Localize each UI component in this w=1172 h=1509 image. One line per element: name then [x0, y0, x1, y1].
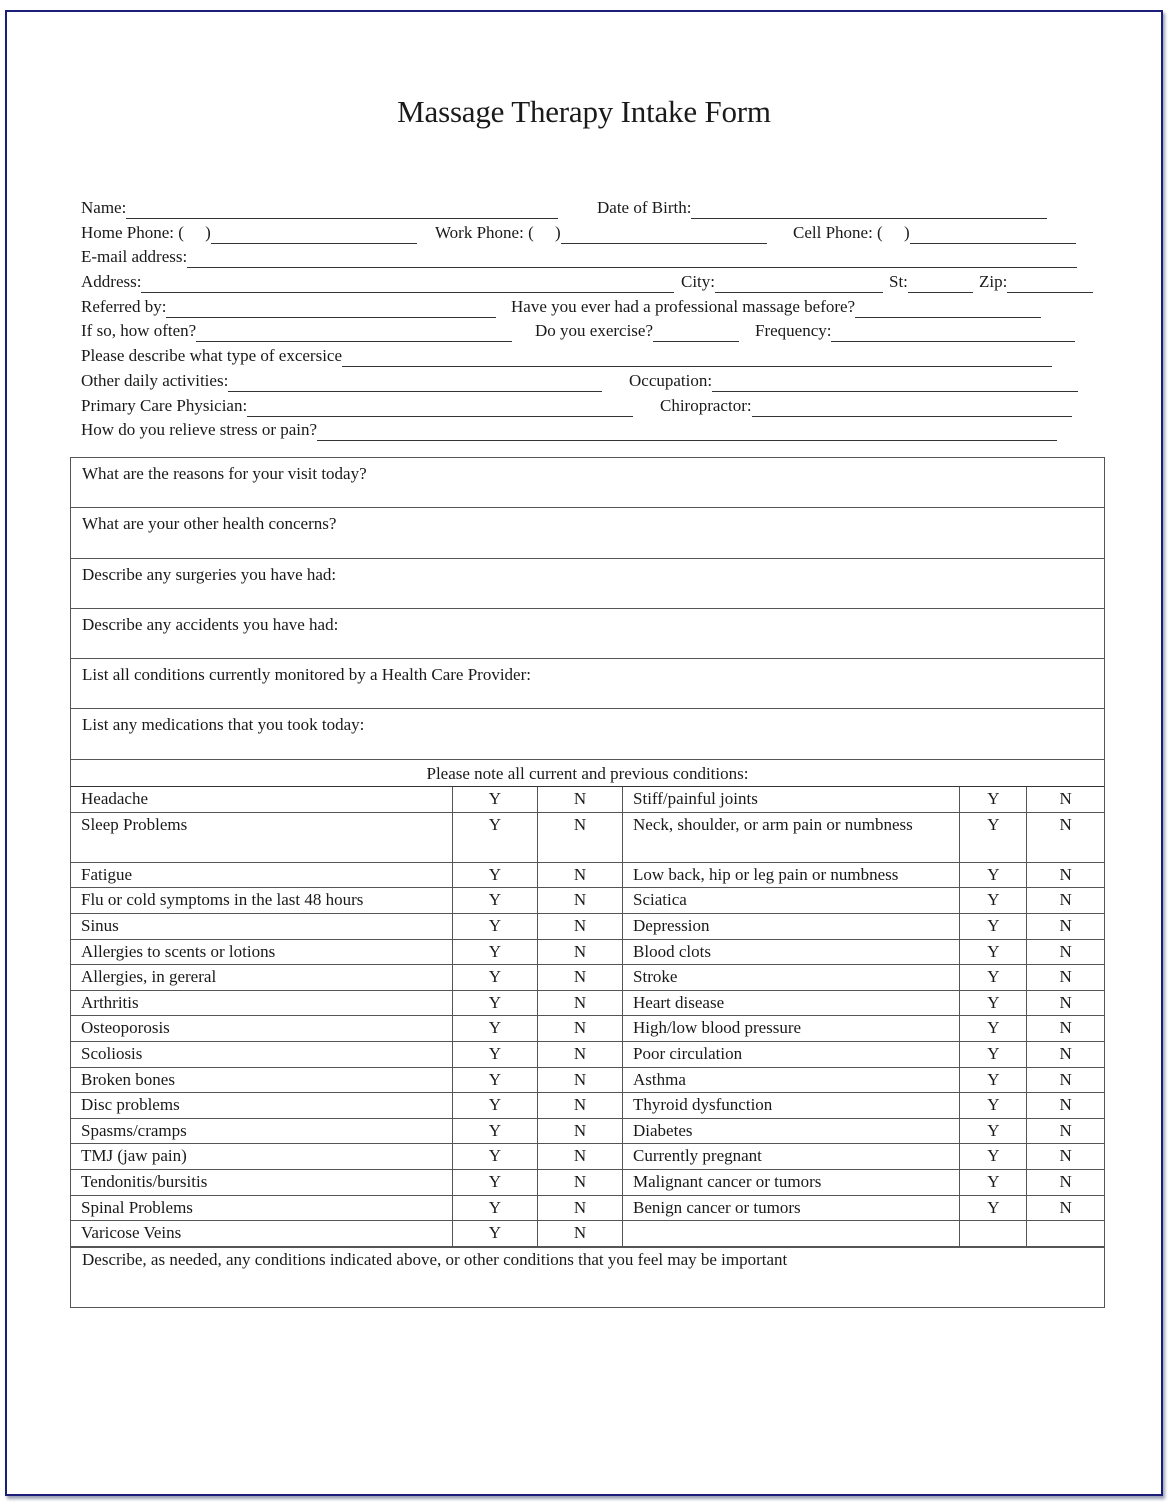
condition-label: Allergies, in gereral — [71, 965, 452, 991]
form-field — [979, 271, 1093, 293]
yes-option[interactable]: Y — [452, 1016, 537, 1042]
no-option[interactable]: N — [1027, 1042, 1104, 1068]
no-option[interactable]: N — [1027, 812, 1104, 862]
question-field[interactable] — [71, 659, 1104, 709]
yes-option[interactable]: Y — [960, 965, 1027, 991]
condition-label: Heart disease — [623, 990, 960, 1016]
no-option[interactable]: N — [1027, 990, 1104, 1016]
yes-option[interactable]: Y — [452, 1170, 537, 1196]
yes-option[interactable]: Y — [452, 1093, 537, 1119]
condition-label: Depression — [623, 914, 960, 940]
form-field — [435, 222, 767, 244]
question-label: List any medications that you took today: — [82, 715, 365, 735]
field-row — [81, 395, 1093, 420]
condition-label: Allergies to scents or lotions — [71, 939, 452, 965]
form-field — [511, 296, 1041, 318]
form-field — [681, 271, 883, 293]
question-field[interactable] — [71, 458, 1104, 508]
field-input-line[interactable] — [653, 324, 739, 342]
condition-label: High/low blood pressure — [623, 1016, 960, 1042]
no-option[interactable]: N — [1027, 1170, 1104, 1196]
question-label: Describe any surgeries you have had: — [82, 564, 337, 584]
yes-option[interactable]: Y — [452, 914, 537, 940]
yes-option[interactable]: Y — [452, 965, 537, 991]
yes-option[interactable]: Y — [960, 914, 1027, 940]
condition-row — [71, 1093, 1104, 1119]
field-label: Name: — [81, 198, 127, 217]
yes-option[interactable]: Y — [960, 1195, 1027, 1221]
field-label: Other daily activities: — [81, 370, 229, 390]
form-field — [81, 345, 1052, 367]
field-label: How do you relieve stress or pain? — [81, 420, 318, 440]
no-option[interactable]: N — [1027, 787, 1104, 813]
form-field — [755, 320, 1075, 342]
yes-option — [960, 1221, 1027, 1247]
field-input-line[interactable] — [1007, 275, 1093, 293]
condition-row — [71, 914, 1104, 940]
form-field — [597, 197, 1047, 219]
field-input-line[interactable] — [126, 201, 558, 219]
form-field — [889, 271, 973, 293]
health-history-box — [70, 457, 1105, 1308]
field-label: Home Phone: ( ) — [81, 222, 211, 242]
yes-option[interactable]: Y — [960, 888, 1027, 914]
condition-label: Thyroid dysfunction — [623, 1093, 960, 1119]
no-option[interactable]: N — [1027, 1195, 1104, 1221]
yes-option[interactable]: Y — [452, 990, 537, 1016]
no-option[interactable]: N — [537, 1093, 622, 1119]
condition-label: Disc problems — [71, 1093, 452, 1119]
condition-label: Stroke — [623, 965, 960, 991]
no-option[interactable]: N — [537, 1195, 622, 1221]
form-page — [5, 10, 1163, 1496]
field-input-line[interactable] — [141, 275, 674, 293]
condition-label: Varicose Veins — [71, 1221, 452, 1247]
condition-label: Spinal Problems — [71, 1195, 452, 1221]
no-option[interactable]: N — [1027, 1067, 1104, 1093]
question-label: Describe any accidents you have had: — [82, 614, 339, 634]
condition-label: Osteoporosis — [71, 1016, 452, 1042]
yes-option[interactable]: Y — [960, 1042, 1027, 1068]
no-option[interactable]: N — [537, 787, 622, 813]
condition-label: Malignant cancer or tumors — [623, 1170, 960, 1196]
no-option[interactable]: N — [537, 1221, 622, 1247]
field-label: Cell Phone: ( ) — [793, 222, 910, 242]
no-option[interactable]: N — [537, 1016, 622, 1042]
yes-option[interactable]: Y — [960, 1067, 1027, 1093]
yes-option[interactable]: Y — [960, 1016, 1027, 1042]
form-field — [81, 395, 633, 417]
condition-label: Fatigue — [71, 862, 452, 888]
condition-row — [71, 1067, 1104, 1093]
condition-label: Asthma — [623, 1067, 960, 1093]
condition-label: Sinus — [71, 914, 452, 940]
yes-option[interactable]: Y — [960, 1144, 1027, 1170]
field-input-line[interactable] — [855, 300, 1041, 318]
no-option[interactable]: N — [1027, 1118, 1104, 1144]
yes-option[interactable]: Y — [452, 888, 537, 914]
condition-row — [71, 1221, 1104, 1247]
field-label: E-mail address: — [81, 247, 188, 267]
field-label: Primary Care Physician: — [81, 395, 248, 415]
field-row — [81, 419, 1093, 444]
no-option[interactable]: N — [1027, 1093, 1104, 1119]
form-field — [660, 395, 1072, 417]
field-input-line[interactable] — [752, 399, 1072, 417]
no-option[interactable]: N — [1027, 1144, 1104, 1170]
condition-row — [71, 1118, 1104, 1144]
no-option[interactable]: N — [537, 862, 622, 888]
no-option[interactable]: N — [537, 888, 622, 914]
field-input-line[interactable] — [247, 399, 633, 417]
condition-row — [71, 965, 1104, 991]
yes-option[interactable]: Y — [452, 1144, 537, 1170]
condition-label: Broken bones — [71, 1067, 452, 1093]
question-field[interactable] — [71, 709, 1104, 759]
field-input-line[interactable] — [831, 324, 1075, 342]
field-label: St: — [889, 272, 908, 292]
no-option[interactable]: N — [537, 965, 622, 991]
yes-option[interactable]: Y — [452, 1118, 537, 1144]
no-option[interactable]: N — [537, 812, 622, 862]
field-row — [81, 197, 1093, 222]
condition-row — [71, 1144, 1104, 1170]
condition-label: Neck, shoulder, or arm pain or numbness — [623, 812, 960, 862]
field-input-line[interactable] — [691, 201, 1047, 219]
field-input-line[interactable] — [561, 226, 767, 244]
form-field — [629, 370, 1078, 392]
no-option[interactable]: N — [1027, 862, 1104, 888]
condition-label: Arthritis — [71, 990, 452, 1016]
form-field — [793, 222, 1076, 244]
form-field — [81, 370, 602, 392]
field-label: Referred by: — [81, 296, 167, 316]
yes-option[interactable]: Y — [960, 1118, 1027, 1144]
yes-option[interactable]: Y — [960, 862, 1027, 888]
field-label: Chiropractor: — [660, 395, 752, 415]
field-row — [81, 271, 1093, 296]
form-field — [81, 246, 1077, 268]
personal-info-fields — [81, 197, 1093, 444]
field-row — [81, 345, 1093, 370]
no-option[interactable]: N — [537, 1170, 622, 1196]
condition-label: Stiff/painful joints — [623, 787, 960, 813]
conditions-header: Please note all current and previous conditions: — [71, 760, 1104, 787]
yes-option[interactable]: Y — [960, 787, 1027, 813]
field-row — [81, 222, 1093, 247]
condition-label: Headache — [71, 787, 452, 813]
form-field — [81, 222, 417, 244]
field-row — [81, 246, 1093, 271]
page-title: Massage Therapy Intake Form — [397, 94, 771, 129]
form-field — [535, 320, 739, 342]
yes-option[interactable]: Y — [960, 990, 1027, 1016]
field-label: Work Phone: ( ) — [435, 222, 561, 242]
field-input-line[interactable] — [317, 423, 1057, 441]
field-input-line[interactable] — [712, 374, 1078, 392]
condition-label: Blood clots — [623, 939, 960, 965]
condition-label: Sciatica — [623, 888, 960, 914]
no-option[interactable]: N — [1027, 939, 1104, 965]
health-questions — [71, 458, 1104, 760]
condition-row — [71, 888, 1104, 914]
form-field — [81, 419, 1057, 441]
condition-label: Diabetes — [623, 1118, 960, 1144]
condition-row — [71, 1170, 1104, 1196]
describe-conditions-field[interactable] — [71, 1247, 1104, 1307]
field-input-line[interactable] — [342, 349, 1052, 367]
field-label: If so, how often? — [81, 321, 197, 341]
no-option[interactable]: N — [537, 1067, 622, 1093]
field-input-line[interactable] — [196, 324, 512, 342]
question-field[interactable] — [71, 559, 1104, 609]
condition-label: Spasms/cramps — [71, 1118, 452, 1144]
yes-option[interactable]: Y — [452, 1221, 537, 1247]
no-option[interactable]: N — [537, 939, 622, 965]
no-option[interactable]: N — [1027, 1016, 1104, 1042]
condition-label: Currently pregnant — [623, 1144, 960, 1170]
field-label: Do you exercise? — [535, 321, 654, 341]
field-row — [81, 370, 1093, 395]
yes-option[interactable]: Y — [960, 812, 1027, 862]
condition-label: Scoliosis — [71, 1042, 452, 1068]
condition-row — [71, 1042, 1104, 1068]
no-option[interactable]: N — [537, 914, 622, 940]
condition-row — [71, 812, 1104, 862]
condition-label: Tendonitis/bursitis — [71, 1170, 452, 1196]
yes-option[interactable]: Y — [452, 787, 537, 813]
condition-label — [623, 1221, 960, 1247]
yes-option[interactable]: Y — [452, 1042, 537, 1068]
field-input-line[interactable] — [187, 250, 1077, 268]
condition-row — [71, 787, 1104, 813]
question-field[interactable] — [71, 508, 1104, 558]
form-field — [81, 271, 674, 293]
field-label: Have you ever had a professional massage before? — [511, 296, 856, 316]
field-input-line[interactable] — [166, 300, 496, 318]
question-label: What are your other health concerns? — [82, 514, 337, 534]
field-input-line[interactable] — [908, 275, 973, 293]
yes-option[interactable]: Y — [452, 939, 537, 965]
condition-row — [71, 939, 1104, 965]
field-label: Zip: — [979, 272, 1008, 292]
condition-label: Sleep Problems — [71, 812, 452, 862]
describe-conditions-label: Describe, as needed, any conditions indicated above, or other conditions that you feel may be important — [82, 1249, 788, 1269]
yes-option[interactable]: Y — [452, 812, 537, 862]
field-label: City: — [681, 272, 716, 292]
no-option[interactable]: N — [1027, 888, 1104, 914]
no-option — [1027, 1221, 1104, 1247]
condition-row — [71, 1195, 1104, 1221]
field-input-line[interactable] — [211, 226, 417, 244]
field-label: Occupation: — [629, 370, 713, 390]
field-label: Date of Birth: — [597, 198, 692, 217]
no-option[interactable]: N — [537, 1144, 622, 1170]
yes-option[interactable]: Y — [960, 1093, 1027, 1119]
condition-row — [71, 990, 1104, 1016]
form-field — [81, 296, 496, 318]
yes-option[interactable]: Y — [452, 1067, 537, 1093]
condition-row — [71, 862, 1104, 888]
form-field — [81, 197, 558, 219]
yes-option[interactable]: Y — [452, 1195, 537, 1221]
condition-label: Flu or cold symptoms in the last 48 hours — [71, 888, 452, 914]
condition-label: TMJ (jaw pain) — [71, 1144, 452, 1170]
yes-option[interactable]: Y — [960, 1170, 1027, 1196]
no-option[interactable]: N — [1027, 965, 1104, 991]
field-row — [81, 296, 1093, 321]
question-label: List all conditions currently monitored by a Health Care Provider: — [82, 665, 531, 685]
field-row — [81, 320, 1093, 345]
yes-option[interactable]: Y — [960, 939, 1027, 965]
field-label: Frequency: — [755, 321, 832, 341]
field-input-line[interactable] — [715, 275, 883, 293]
conditions-table — [71, 787, 1104, 1247]
condition-label: Benign cancer or tumors — [623, 1195, 960, 1221]
question-label: What are the reasons for your visit today? — [82, 464, 367, 483]
yes-option[interactable]: Y — [452, 862, 537, 888]
no-option[interactable]: N — [537, 1118, 622, 1144]
no-option[interactable]: N — [537, 990, 622, 1016]
question-field[interactable] — [71, 609, 1104, 659]
condition-label: Low back, hip or leg pain or numbness — [623, 862, 960, 888]
field-input-line[interactable] — [228, 374, 602, 392]
no-option[interactable]: N — [1027, 914, 1104, 940]
field-input-line[interactable] — [910, 226, 1076, 244]
condition-label: Poor circulation — [623, 1042, 960, 1068]
form-field — [81, 320, 512, 342]
field-label: Please describe what type of excersice — [81, 346, 343, 366]
no-option[interactable]: N — [537, 1042, 622, 1068]
field-label: Address: — [81, 272, 142, 292]
condition-row — [71, 1016, 1104, 1042]
